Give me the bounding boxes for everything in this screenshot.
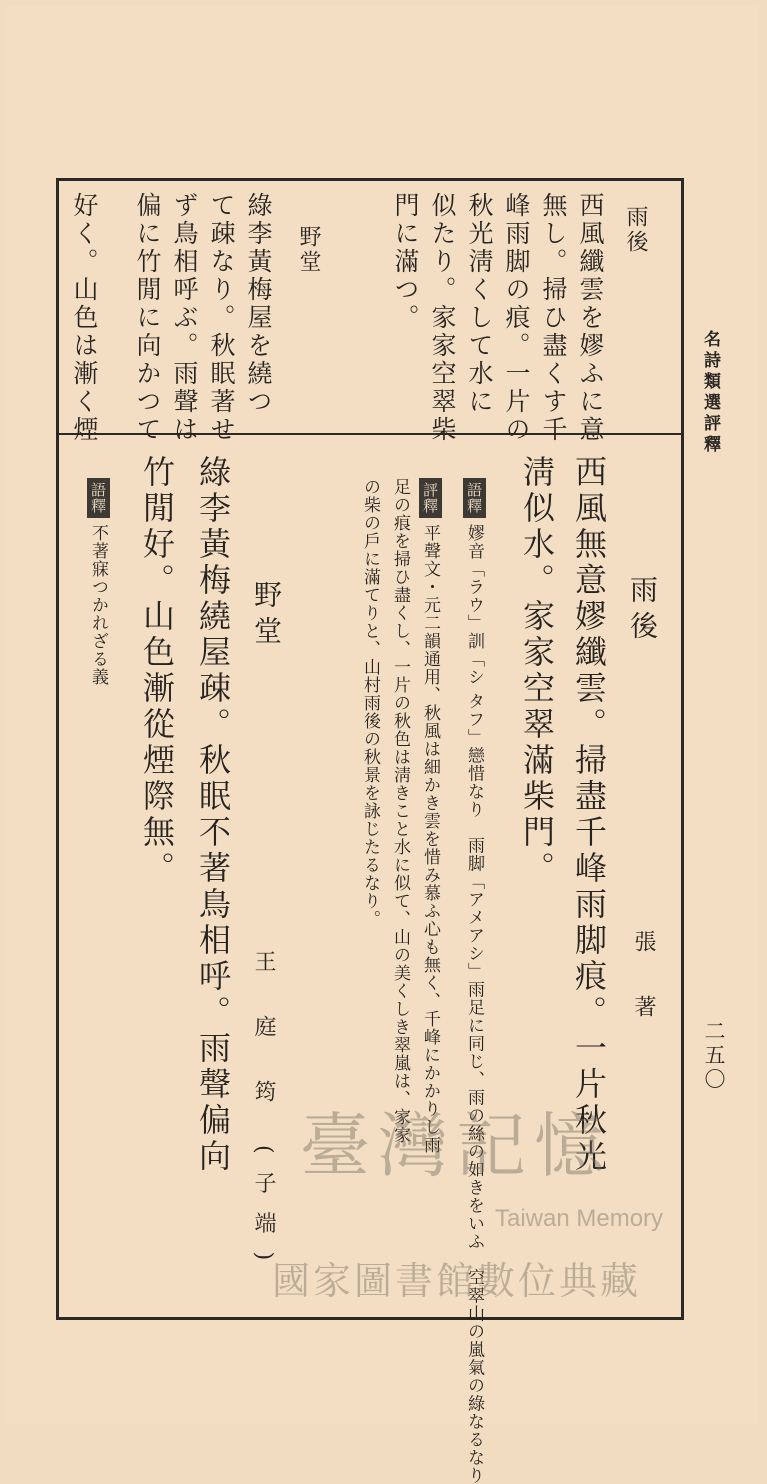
comment-text-1: 平聲文・元二韻通用、秋風は細かき雲を惜み慕ふ心も無く、千峰にかかりし雨 xyxy=(420,524,440,1154)
gloss-label-1: 語釋 xyxy=(463,478,486,518)
reading-line: 好く。山色は漸く煙 xyxy=(70,192,99,444)
reading-line: て疎なり。秋眠著せ xyxy=(207,192,236,444)
comment-label-1: 評釋 xyxy=(419,478,442,518)
gloss-label-2: 語釋 xyxy=(87,478,110,518)
reading-line: 似たり。家家空翠柴 xyxy=(428,192,457,444)
reading-line: 秋光淸くして水に xyxy=(465,192,494,416)
reading-line: 西風纖雲を嫪ふに意 xyxy=(576,192,605,444)
poem-title-2: 野堂 xyxy=(250,580,283,652)
reading-line: 偏に竹閒に向かつて xyxy=(133,192,162,444)
watermark-english: Taiwan Memory xyxy=(495,1205,664,1232)
gloss-block-2 xyxy=(86,478,111,686)
reading-line: 無し。掃ひ盡くす千 xyxy=(539,192,568,444)
gloss-text-1: 嫪音「ラウ」訓「シ タフ」戀惜なり 雨脚「アメアシ」雨足に同じ、雨の絲の如きをいふ 空翠山の嵐氣の綠なるなり xyxy=(464,524,484,1484)
comment-line: の柴の戶に滿てりと、山村雨後の秋景を詠じたるなり。 xyxy=(360,478,380,928)
poem-author-2: 王 庭 筠 (子端) xyxy=(251,950,276,1279)
gloss-block-1 xyxy=(462,478,487,1484)
reading-line: 門に滿つ。 xyxy=(391,192,420,332)
poem-title-1: 雨後 xyxy=(626,575,659,647)
poem-line: 竹閒好。山色漸從煙際無。 xyxy=(138,455,176,887)
running-head: 名詩類選評釋 xyxy=(700,330,720,456)
watermark-library: 國家圖書館數位典藏 xyxy=(272,1261,642,1303)
reading-line: ず鳥相呼ぶ。雨聲は xyxy=(170,192,199,444)
poem-line: 西風無意嫪纖雲。掃盡千峰雨脚痕。一片秋光 xyxy=(570,455,608,1175)
watermark-seal: 臺灣記憶 xyxy=(300,1105,612,1187)
comment-line: 足の痕を掃ひ盡くし、一片の秋色は淸きこと水に似て、山の美くしき翠嵐は、家家 xyxy=(390,478,410,1144)
poem-author-1: 張 著 xyxy=(631,930,656,1035)
comment-block-1 xyxy=(418,478,443,1154)
reading-title-1: 雨後 xyxy=(623,205,648,255)
gloss-text-2: 不著寐つかれざる義 xyxy=(88,524,108,686)
poem-line: 綠李黃梅繞屋疎。秋眠不著鳥相呼。雨聲偏向 xyxy=(194,455,232,1175)
reading-title-2: 野堂 xyxy=(296,225,321,275)
reading-line: 綠李黃梅屋を繞つ xyxy=(244,192,273,416)
page-number: 二五〇 xyxy=(702,1020,726,1092)
reading-line: 峰雨脚の痕。一片の xyxy=(502,192,531,444)
poem-line: 淸似水。家家空翠滿柴門。 xyxy=(518,455,556,887)
